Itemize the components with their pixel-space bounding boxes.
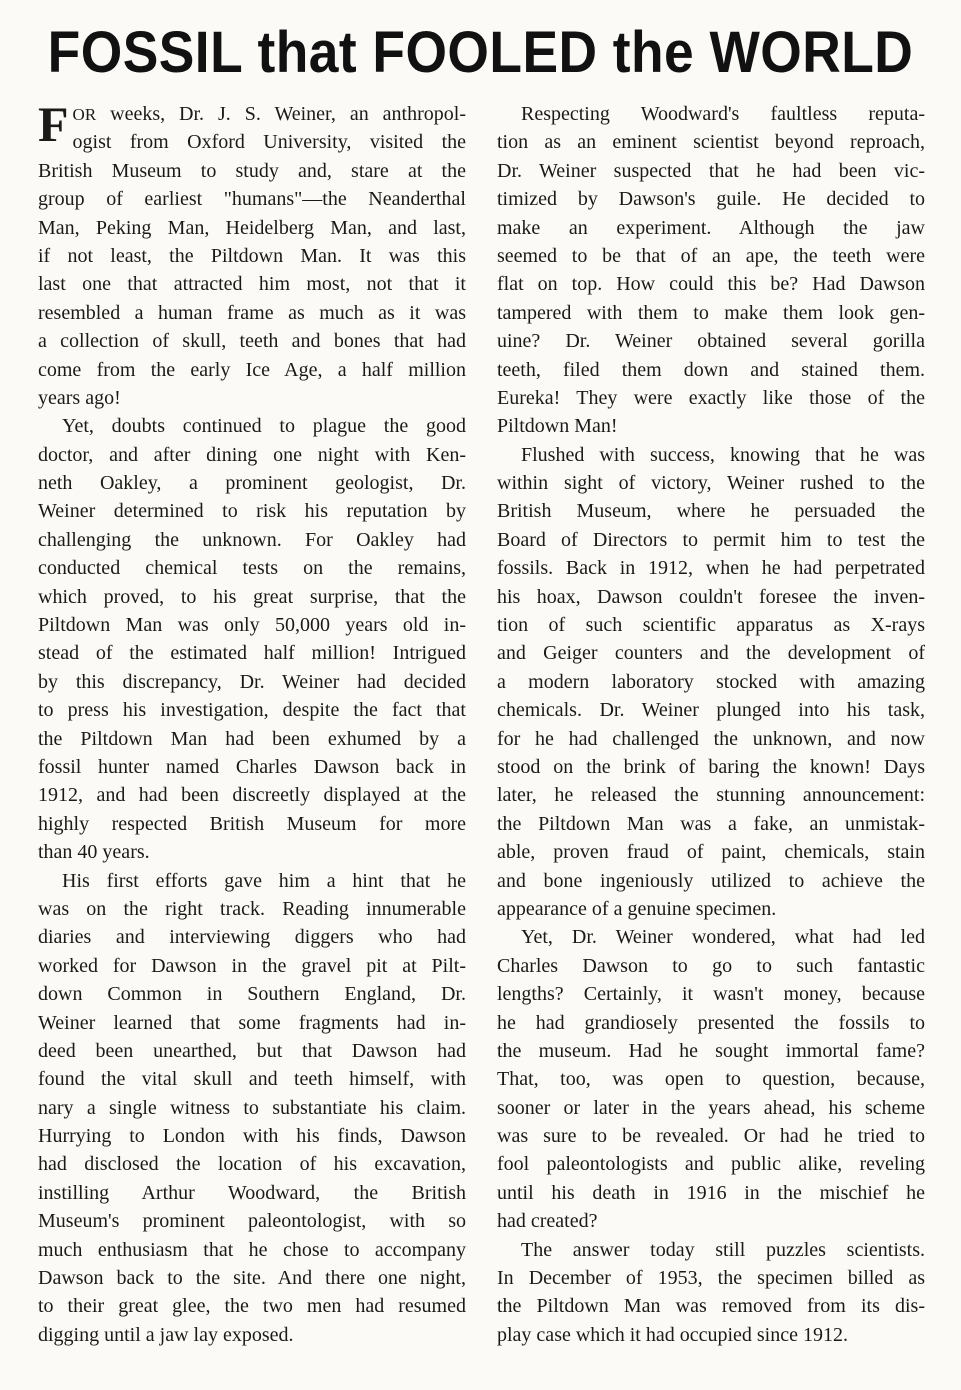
right-column [497,100,925,1349]
text-line: had disclosed the location of his excavation, [38,1153,466,1176]
text-line: teeth, filed them down and stained them. [497,358,925,381]
text-line: deed been unearthed, but that Dawson had [38,1039,466,1062]
text-line: Yet, doubts continued to plague the good [62,415,466,438]
text-line: he had grandiosely presented the fossils to [497,1011,925,1034]
text-line: timized by Dawson's guile. He decided to [497,188,925,211]
text-line: the Piltdown Man was removed from its dis- [497,1295,925,1318]
text-line: Dr. Weiner suspected that he had been vic- [497,159,925,182]
text-line: seemed to be that of an ape, the teeth were [497,244,925,267]
text-line: neth Oakley, a prominent geologist, Dr. [38,472,466,495]
text-line: diaries and interviewing diggers who had [38,926,466,949]
text-line: instilling Arthur Woodward, the British [38,1181,466,1204]
text-line: within sight of victory, Weiner rushed to the [497,472,925,495]
drop-cap: F [38,96,69,152]
paragraph [497,441,925,924]
text-line: play case which it had occupied since 1912. [497,1323,848,1346]
text-line: Board of Directors to permit him to test the [497,528,925,551]
text-line: and Geiger counters and the development of [497,642,925,665]
text-line: down Common in Southern England, Dr. [38,983,466,1006]
text-line: make an experiment. Although the jaw [497,216,925,239]
text-line: a modern laboratory stocked with amazing [497,670,925,693]
text-line: digging until a jaw lay exposed. [38,1323,294,1346]
text-line: ogist from Oxford University, visited the [72,131,466,154]
left-column [38,96,466,1349]
text-line: and bone ingeniously utilized to achieve the [497,869,925,892]
paragraph [497,923,925,1235]
text-line: to their great glee, the two men had resumed [38,1295,466,1318]
text-line: chemicals. Dr. Weiner plunged into his task, [497,699,925,722]
text-line: British Museum to study and, stare at the [38,159,466,182]
text-line: Museum's prominent paleontologist, with so [38,1210,466,1233]
text-line: tion as an eminent scientist beyond reproach, [497,131,925,154]
text-line: tion of such scientific apparatus as X-rays [497,614,925,637]
text-line: stead of the estimated half million! Intrigued [38,642,466,665]
text-line: until his death in 1916 in the mischief he [497,1181,925,1204]
text-line: the Piltdown Man was a fake, an unmistak- [497,812,925,835]
text-line: appearance of a genuine specimen. [497,897,777,920]
text-line: challenging the unknown. For Oakley had [38,528,466,551]
text-line: sooner or later in the years ahead, his scheme [497,1096,925,1119]
text-line: doctor, and after dining one night with Ken- [38,443,466,466]
text-line: to press his investigation, despite the fact that [38,699,466,722]
text-line: group of earliest "humans"—the Neanderthal [38,188,466,211]
text-line: lengths? Certainly, it wasn't money, because [497,983,925,1006]
text-line: conducted chemical tests on the remains, [38,557,466,580]
text-line: Respecting Woodward's faultless reputa- [521,103,925,125]
drop-cap-small-caps: OR [72,105,97,124]
text-line: OR weeks, Dr. J. S. Weiner, an anthropol- [72,103,466,125]
text-line: years ago! [38,386,121,409]
text-line: highly respected British Museum for more [38,812,466,835]
text-line: was on the right track. Reading innumerable [38,897,466,920]
text-line: able, proven fraud of paint, chemicals, stain [497,841,925,864]
paragraph [497,100,925,441]
text-line: than 40 years. [38,841,150,864]
text-line: his hoax, Dawson couldn't foresee the inven- [497,585,925,608]
text-line: later, he released the stunning announcement: [497,784,925,807]
text-line: Weiner learned that some fragments had in- [38,1011,466,1034]
text-line: found the vital skull and teeth himself, with [38,1068,466,1091]
text-line: had created? [497,1210,598,1233]
text-line: a collection of skull, teeth and bones that had [38,330,466,353]
text-line: That, too, was open to question, because, [497,1068,925,1091]
paragraph [38,96,466,412]
text-line: was sure to be revealed. Or had he tried to [497,1125,925,1148]
text-line: nary a single witness to substantiate his claim. [38,1096,466,1119]
article-title: FOSSIL that FOOLED the WORLD [47,20,914,85]
text-line: much enthusiasm that he chose to accompany [38,1238,466,1261]
text-line: resembled a human frame as much as it was [38,301,466,324]
text-line: fossil hunter named Charles Dawson back in [38,755,466,778]
text-line: 1912, and had been discreetly displayed at the [38,784,466,807]
text-line: flat on top. How could this be? Had Dawson [497,273,925,296]
text-line: Man, Peking Man, Heidelberg Man, and last, [38,216,466,239]
text-line: Piltdown Man was only 50,000 years old in- [38,614,466,637]
text-line: The answer today still puzzles scientists. [521,1238,925,1261]
text-line: Charles Dawson to go to such fantastic [497,954,925,977]
text-line: the museum. Had he sought immortal fame? [497,1039,925,1062]
text-line: Dawson back to the site. And there one night, [38,1267,466,1290]
text-line: fool paleontologists and public alike, reveling [497,1153,925,1176]
text-line: stood on the brink of baring the known! Days [497,755,925,778]
paragraph [38,412,466,866]
text-line: by this discrepancy, Dr. Weiner had decided [38,670,466,693]
text-line: for he had challenged the unknown, and now [497,727,925,750]
text-line: Piltdown Man! [497,415,618,438]
text-line: worked for Dawson in the gravel pit at Pilt- [38,954,466,977]
text-line: come from the early Ice Age, a half million [38,358,466,381]
text-line: if not least, the Piltdown Man. It was this [38,244,466,267]
text-line: last one that attracted him most, not that it [38,273,466,296]
text-line: the Piltdown Man had been exhumed by a [38,727,466,750]
paragraph [38,867,466,1350]
text-line: uine? Dr. Weiner obtained several gorilla [497,330,925,353]
text-line: Eureka! They were exactly like those of the [497,386,925,409]
text-line: In December of 1953, the specimen billed as [497,1267,925,1290]
text-line: fossils. Back in 1912, when he had perpetrated [497,557,925,580]
text-line: Weiner determined to risk his reputation by [38,500,466,523]
text-line: Yet, Dr. Weiner wondered, what had led [521,926,925,949]
paragraph [497,1236,925,1350]
text-line: Flushed with success, knowing that he was [521,443,925,466]
text-line: His first efforts gave him a hint that he [62,869,466,892]
text-line: Hurrying to London with his finds, Dawson [38,1125,466,1148]
text-line: which proved, to his great surprise, that the [38,585,466,608]
text-line: British Museum, where he persuaded the [497,500,925,523]
text-line: tampered with them to make them look gen- [497,301,925,324]
